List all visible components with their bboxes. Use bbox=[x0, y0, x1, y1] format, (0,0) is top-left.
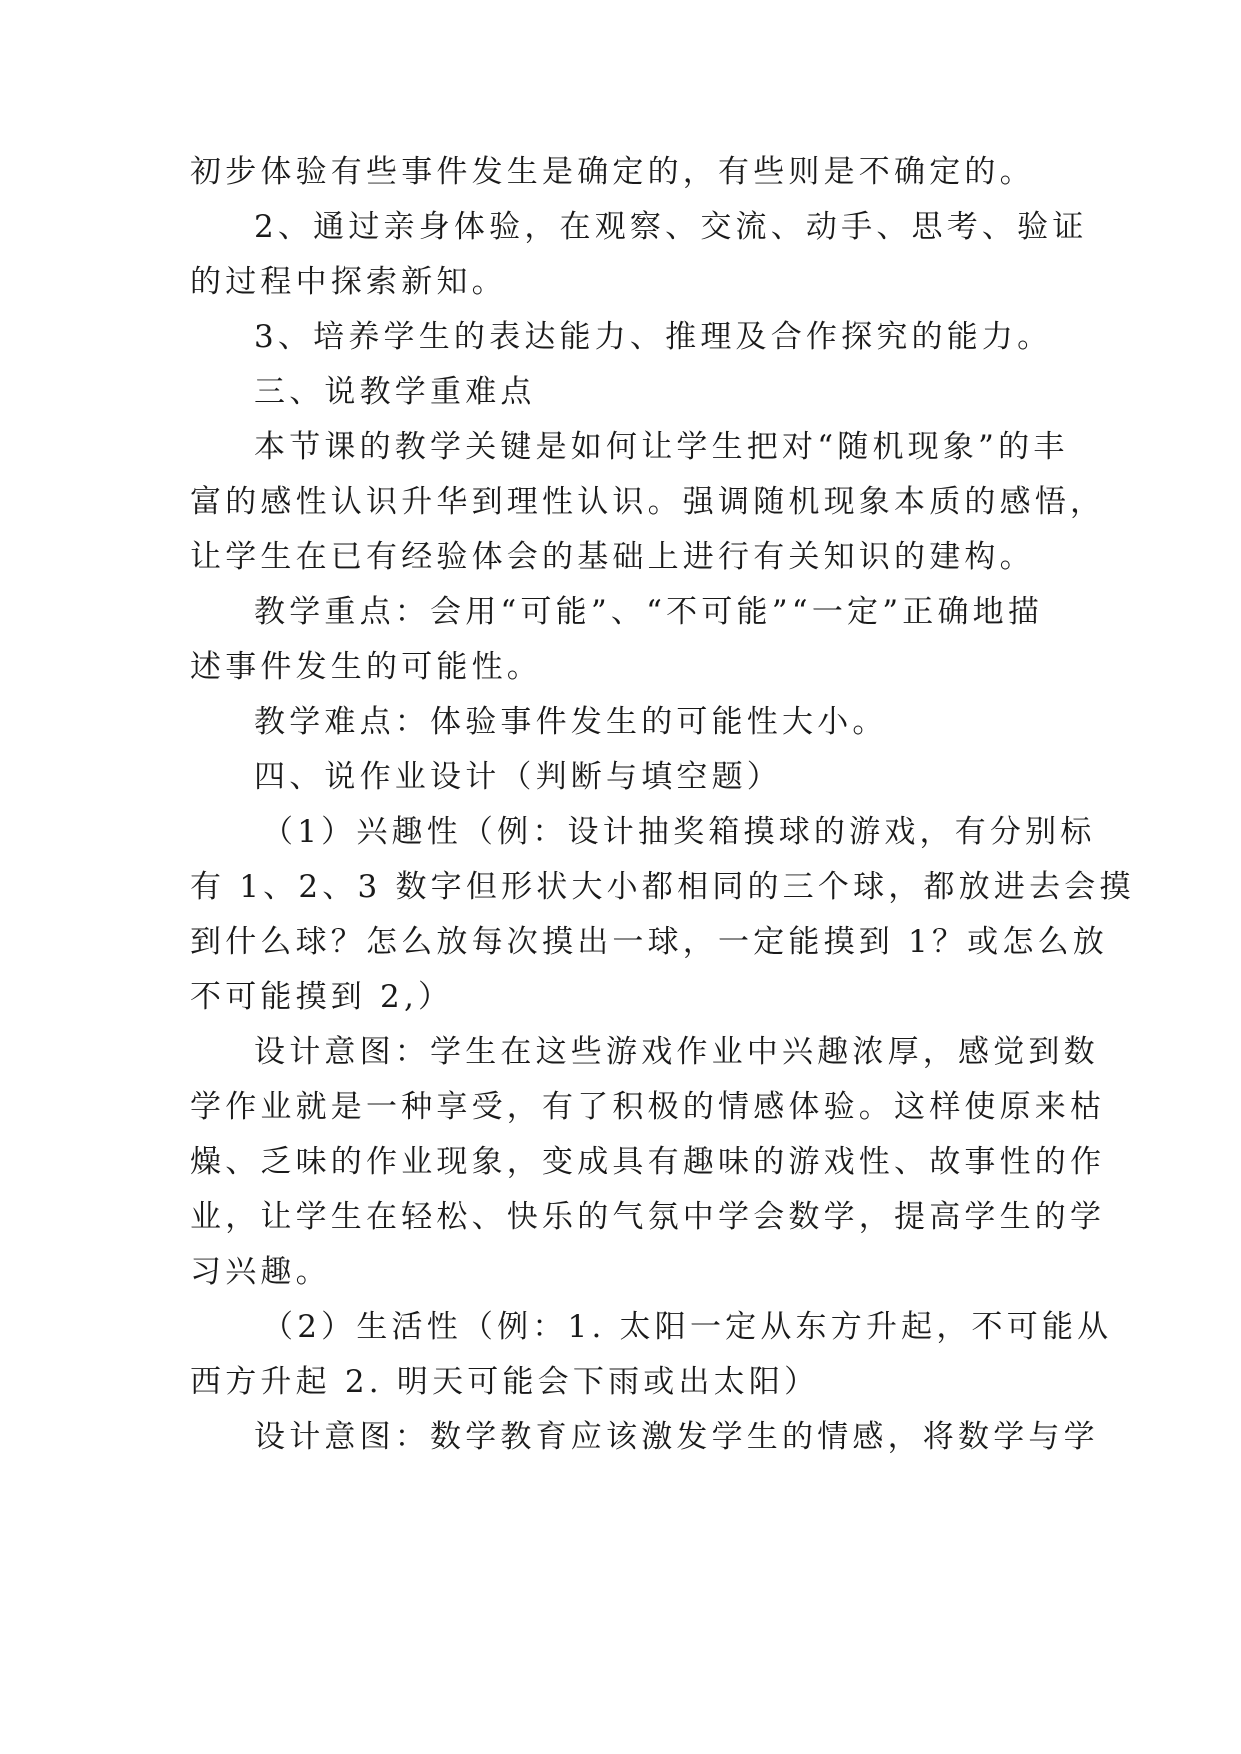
text-line: 2、通过亲身体验，在观察、交流、动手、思考、验证 bbox=[254, 209, 1088, 245]
text-line: 述事件发生的可能性。 bbox=[190, 649, 542, 685]
text-line: 习兴趣。 bbox=[190, 1254, 331, 1290]
text-line: 3、培养学生的表达能力、推理及合作探究的能力。 bbox=[254, 319, 1053, 355]
text-line: 业，让学生在轻松、快乐的气氛中学会数学，提高学生的学 bbox=[190, 1199, 1106, 1235]
text-line: 西方升起 2. 明天可能会下雨或出太阳） bbox=[190, 1364, 820, 1400]
text-line: 不可能摸到 2,） bbox=[190, 979, 454, 1015]
section-heading: 三、说教学重难点 bbox=[254, 374, 536, 410]
text-line: 设计意图：数学教育应该激发学生的情感，将数学与学 bbox=[254, 1419, 1099, 1455]
text-line: 本节课的教学关键是如何让学生把对“随机现象”的丰 bbox=[254, 429, 1069, 465]
text-line: 燥、乏味的作业现象，变成具有趣味的游戏性、故事性的作 bbox=[190, 1144, 1106, 1180]
text-line: 富的感性认识升华到理性认识。强调随机现象本质的感悟， bbox=[190, 484, 1106, 520]
text-line: 教学难点：体验事件发生的可能性大小。 bbox=[254, 704, 888, 740]
text-line: （2）生活性（例：1. 太阳一定从东方升起，不可能从 bbox=[262, 1309, 1113, 1345]
text-line: 到什么球？怎么放每次摸出一球，一定能摸到 1？或怎么放 bbox=[190, 924, 1108, 960]
text-line: 有 1、2、3 数字但形状大小都相同的三个球，都放进去会摸 bbox=[190, 869, 1135, 905]
text-line: 让学生在已有经验体会的基础上进行有关知识的建构。 bbox=[190, 539, 1035, 575]
text-line: 初步体验有些事件发生是确定的，有些则是不确定的。 bbox=[190, 154, 1035, 190]
section-heading: 四、说作业设计（判断与填空题） bbox=[254, 759, 782, 795]
text-line: （1）兴趣性（例：设计抽奖箱摸球的游戏，有分别标 bbox=[262, 814, 1096, 850]
text-line: 设计意图：学生在这些游戏作业中兴趣浓厚，感觉到数 bbox=[254, 1034, 1099, 1070]
text-line: 学作业就是一种享受，有了积极的情感体验。这样使原来枯 bbox=[190, 1089, 1106, 1125]
text-line: 教学重点：会用“可能”、“不可能”“一定”正确地描 bbox=[254, 594, 1044, 630]
text-line: 的过程中探索新知。 bbox=[190, 264, 507, 300]
